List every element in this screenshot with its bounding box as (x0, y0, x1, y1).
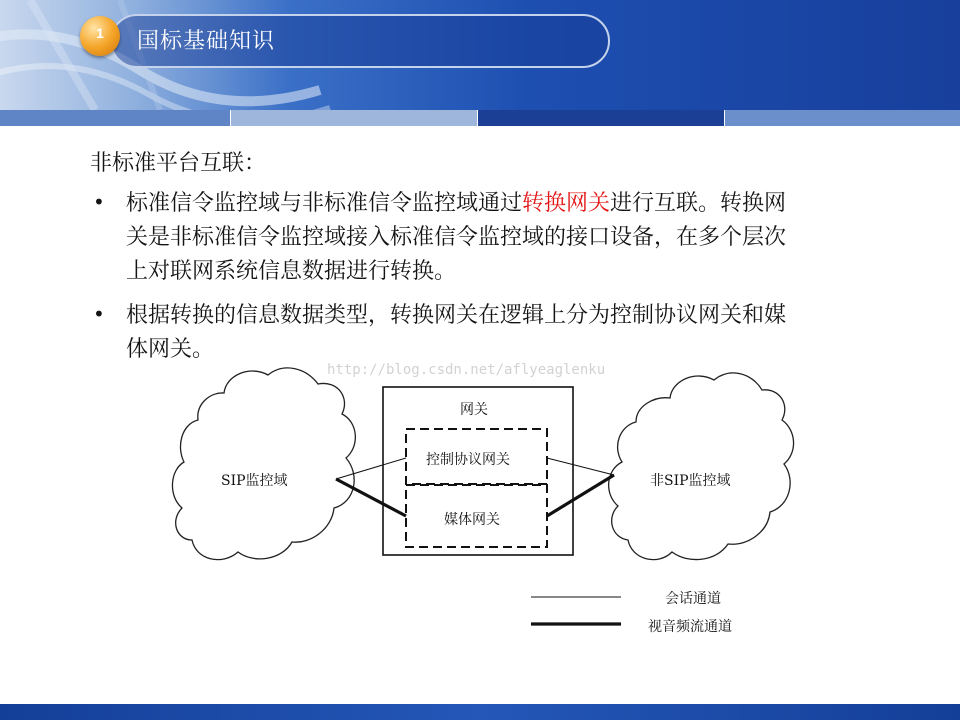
media-gateway-label: 媒体网关 (444, 512, 500, 528)
gateway-label: 网关 (460, 402, 488, 418)
left-cloud-shape (172, 368, 355, 560)
right-cloud-label: 非SIP监控域 (650, 473, 731, 489)
legend-media-label: 视音频流通道 (648, 619, 732, 635)
highlight-gateway: 转换网关 (522, 191, 611, 216)
bullet1-line1-pre: 标准信令监控域与非标准信令监控域通过 (126, 191, 523, 216)
legend-session-label: 会话通道 (665, 591, 721, 607)
footer-bar (0, 704, 960, 720)
media-line-right (547, 475, 614, 516)
bullet-dot: • (93, 302, 105, 326)
session-line-left (336, 458, 406, 479)
bullet2-line1: 根据转换的信息数据类型，转换网关在逻辑上分为控制协议网关和媒 (126, 303, 787, 328)
bullet1-line2: 关是非标准信令监控域接入标准信令监控域的接口设备，在多个层次 (126, 225, 787, 250)
left-cloud-label: SIP监控域 (221, 473, 288, 489)
control-gateway-label: 控制协议网关 (426, 452, 510, 468)
watermark: http://blog.csdn.net/aflyeaglenku (327, 362, 606, 378)
bullet1-line1-post: 进行互联。转换网 (610, 191, 787, 216)
bullet-dot: • (93, 190, 105, 214)
section-heading: 非标准平台互联： (90, 151, 267, 176)
session-line-right (547, 458, 614, 475)
right-cloud-shape (609, 373, 794, 560)
bullet2-line2: 体网关。 (126, 337, 215, 362)
slide-title: 国标基础知识 (137, 29, 276, 54)
badge-number: 1 (96, 25, 104, 41)
bullet1-line3: 上对联网系统信息数据进行转换。 (126, 259, 457, 284)
media-line-left (336, 479, 406, 516)
